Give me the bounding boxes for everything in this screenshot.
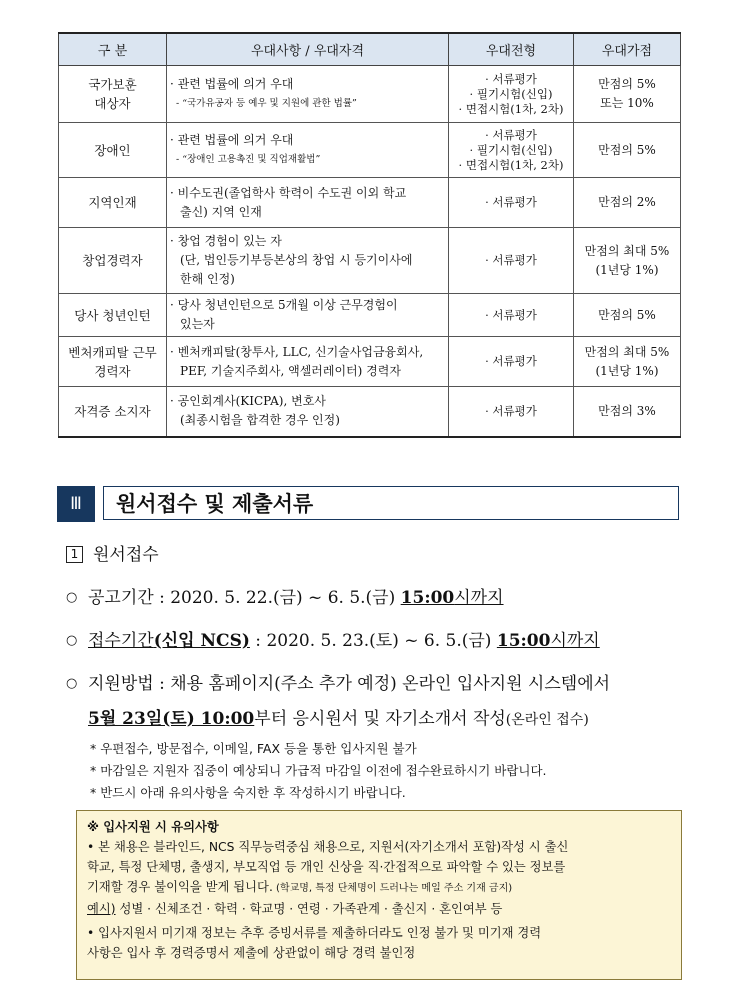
qualification-cell bbox=[167, 228, 449, 294]
caution-p1-line3-text: 기재할 경우 불이익을 받게 됩니다. bbox=[87, 880, 273, 894]
caution-p2-line1: • 입사지원서 미기재 정보는 추후 증빙서류를 제출하더라도 인정 불가 및 미기재 경력 bbox=[87, 926, 542, 940]
category-text: 대상자 bbox=[94, 96, 131, 111]
note-2: * 마감일은 지원자 집중이 예상되니 가급적 마감일 이전에 접수완료하시기 바랍니다. bbox=[90, 763, 547, 778]
points-text: 만점의 5% bbox=[598, 307, 656, 322]
points-text: (1년당 1%) bbox=[595, 363, 659, 378]
points-text: 만점의 최대 5% bbox=[584, 243, 670, 258]
note-3: * 반드시 아래 유의사항을 숙지한 후 작성하시기 바랍니다. bbox=[90, 785, 406, 800]
application-deadline-time: 15:00 bbox=[496, 631, 551, 651]
table-row bbox=[59, 66, 681, 123]
category-cell bbox=[59, 228, 167, 294]
qualification-law: - “국가유공자 등 예우 및 지원에 관한 법률” bbox=[176, 98, 357, 109]
process-text: · 필기시험(신입) bbox=[469, 86, 553, 101]
announcement-deadline-time: 15:00 bbox=[400, 588, 455, 608]
process-cell bbox=[449, 294, 574, 337]
qualification-text: · 관련 법률에 의거 우대 bbox=[170, 77, 294, 91]
caution-example-text: 성별 · 신체조건 · 학력 · 학교명 · 연령 · 가족관계 · 출신지 · 혼인여부 등 bbox=[115, 902, 503, 916]
header-process: 우대전형 bbox=[449, 33, 574, 66]
method-start-date: 5월 23일(토) 10:00 bbox=[88, 709, 255, 729]
application-method-cont bbox=[88, 704, 589, 729]
process-text: · 서류평가 bbox=[485, 71, 537, 86]
qualification-text: · 비수도권(졸업학사 학력이 수도권 이외 학교 bbox=[170, 185, 407, 200]
category-text: 벤처캐피탈 근무 bbox=[68, 344, 157, 360]
category-cell bbox=[59, 66, 167, 123]
caution-p1-line2: 학교, 특정 단체명, 출생지, 부모직업 등 개인 신상을 직·간접적으로 파악할 수 있는 정보를 bbox=[87, 860, 566, 874]
process-text: · 서류평가 bbox=[485, 195, 537, 209]
announcement-label: 공고기간 bbox=[88, 588, 154, 608]
points-cell bbox=[574, 123, 681, 178]
process-text: · 면접시험(1차, 2차) bbox=[458, 157, 564, 172]
qualification-cell bbox=[167, 178, 449, 228]
category-text: 경력자 bbox=[94, 363, 131, 379]
qualification-text: · 관련 법률에 의거 우대 bbox=[170, 133, 294, 147]
qualification-text: 한해 인정) bbox=[180, 272, 235, 286]
qualification-text: 출신) 지역 인재 bbox=[180, 204, 262, 219]
table-row bbox=[59, 387, 681, 437]
category-cell bbox=[59, 387, 167, 437]
process-text: · 서류평가 bbox=[485, 403, 537, 418]
qualification-cell bbox=[167, 294, 449, 337]
category-text: 지역인재 bbox=[88, 195, 137, 210]
process-text: · 서류평가 bbox=[485, 127, 537, 142]
points-text: 만점의 2% bbox=[598, 195, 656, 209]
caution-title: ※ 입사지원 시 유의사항 bbox=[87, 820, 219, 834]
category-cell bbox=[59, 337, 167, 387]
points-text: 만점의 최대 5% bbox=[584, 344, 670, 359]
points-cell bbox=[574, 294, 681, 337]
announcement-dates: : 2020. 5. 22.(금) ~ 6. 5.(금) bbox=[153, 588, 401, 608]
caution-p2-line2: 사항은 입사 후 경력증명서 제출에 상관없이 해당 경력 불인정 bbox=[87, 946, 416, 960]
qualification-text: · 공인회계사(KICPA), 변호사 bbox=[170, 394, 326, 409]
section-header bbox=[57, 486, 679, 522]
process-text: · 서류평가 bbox=[485, 354, 537, 368]
circle-bullet-icon: ○ bbox=[66, 633, 78, 648]
process-cell bbox=[449, 337, 574, 387]
application-label-bold: (신입 NCS) bbox=[153, 631, 250, 651]
qualification-law: - “장애인 고용촉진 및 직업재활법” bbox=[176, 154, 321, 165]
method-line1: 지원방법 : 채용 홈페이지(주소 추가 예정) 온라인 입사지원 시스템에서 bbox=[88, 674, 611, 694]
points-text: 만점의 5% bbox=[598, 142, 656, 157]
caution-p1-small: (학교명, 특정 단체명이 드러나는 메일 주소 기재 금지) bbox=[272, 883, 513, 894]
process-cell bbox=[449, 178, 574, 228]
points-text: (1년당 1%) bbox=[595, 262, 659, 277]
caution-p1-line1: • 본 채용은 블라인드, NCS 직무능력중심 채용으로, 지원서(자기소개서 포함)작성 시 출신 bbox=[87, 840, 569, 854]
caution-p1-line3 bbox=[87, 877, 671, 899]
application-dates: : 2020. 5. 23.(토) ~ 6. 5.(금) bbox=[249, 631, 497, 651]
points-cell bbox=[574, 337, 681, 387]
category-text: 자격증 소지자 bbox=[74, 403, 151, 419]
preference-table bbox=[58, 32, 681, 438]
subsection-title: 원서접수 bbox=[93, 545, 159, 565]
caution-example bbox=[87, 899, 671, 919]
points-cell bbox=[574, 178, 681, 228]
application-method bbox=[66, 669, 610, 694]
qualification-text: (단, 법인등기부등본상의 창업 시 등기이사에 bbox=[180, 253, 413, 267]
section-title: 원서접수 및 제출서류 bbox=[103, 486, 679, 520]
table-row bbox=[59, 123, 681, 178]
category-text: 장애인 bbox=[94, 142, 131, 158]
caution-box bbox=[76, 810, 682, 980]
qualification-cell bbox=[167, 387, 449, 437]
process-cell bbox=[449, 123, 574, 178]
qualification-cell bbox=[167, 123, 449, 178]
announcement-period bbox=[66, 583, 504, 608]
table-header-row bbox=[59, 33, 681, 66]
process-text: · 필기시험(신입) bbox=[469, 142, 553, 157]
subsection-heading bbox=[66, 540, 159, 565]
circle-bullet-icon: ○ bbox=[66, 590, 78, 605]
application-period bbox=[66, 626, 600, 651]
points-text: 또는 10% bbox=[600, 96, 654, 110]
note-1: * 우편접수, 방문접수, 이메일, FAX 등을 통한 입사지원 불가 bbox=[90, 741, 417, 756]
points-cell bbox=[574, 228, 681, 294]
qualification-text: (최종시험을 합격한 경우 인정) bbox=[180, 413, 340, 428]
table-row bbox=[59, 337, 681, 387]
application-deadline-tail: 시까지 bbox=[550, 631, 600, 651]
announcement-deadline-tail: 시까지 bbox=[454, 588, 504, 608]
points-cell bbox=[574, 66, 681, 123]
qualification-text: · 창업 경험이 있는 자 bbox=[170, 234, 282, 248]
method-line2-small: (온라인 접수) bbox=[505, 712, 589, 728]
category-cell bbox=[59, 294, 167, 337]
header-points: 우대가점 bbox=[574, 33, 681, 66]
process-cell bbox=[449, 66, 574, 123]
application-label: 접수기간 bbox=[88, 631, 154, 651]
table-row bbox=[59, 228, 681, 294]
points-cell bbox=[574, 387, 681, 437]
process-text: · 서류평가 bbox=[485, 253, 537, 267]
points-text: 만점의 5% bbox=[598, 77, 656, 91]
process-cell bbox=[449, 387, 574, 437]
table-row bbox=[59, 178, 681, 228]
qualification-text: 있는자 bbox=[180, 317, 215, 331]
category-text: 국가보훈 bbox=[88, 77, 137, 92]
category-text: 창업경력자 bbox=[82, 253, 143, 268]
points-text: 만점의 3% bbox=[598, 403, 656, 418]
qualification-text: PEF, 기술지주회사, 액셀러레이터) 경력자 bbox=[180, 363, 401, 378]
circle-bullet-icon: ○ bbox=[66, 676, 78, 691]
category-text: 당사 청년인턴 bbox=[74, 307, 151, 323]
caution-example-label: 예시) bbox=[87, 902, 116, 916]
method-line2: 부터 응시원서 및 자기소개서 작성 bbox=[254, 709, 506, 729]
category-cell bbox=[59, 123, 167, 178]
qualification-cell bbox=[167, 337, 449, 387]
process-cell bbox=[449, 228, 574, 294]
table-row bbox=[59, 294, 681, 337]
subsection-number-box: 1 bbox=[66, 546, 83, 563]
header-qualification: 우대사항 / 우대자격 bbox=[167, 33, 449, 66]
category-cell bbox=[59, 178, 167, 228]
process-text: · 서류평가 bbox=[485, 307, 537, 322]
qualification-text: · 당사 청년인턴으로 5개월 이상 근무경험이 bbox=[170, 298, 398, 312]
qualification-text: · 벤처캐피탈(창투사, LLC, 신기술사업금융회사, bbox=[170, 344, 424, 359]
qualification-cell bbox=[167, 66, 449, 123]
section-number: Ⅲ bbox=[57, 486, 95, 522]
process-text: · 면접시험(1차, 2차) bbox=[458, 101, 564, 116]
header-category: 구 분 bbox=[59, 33, 167, 66]
